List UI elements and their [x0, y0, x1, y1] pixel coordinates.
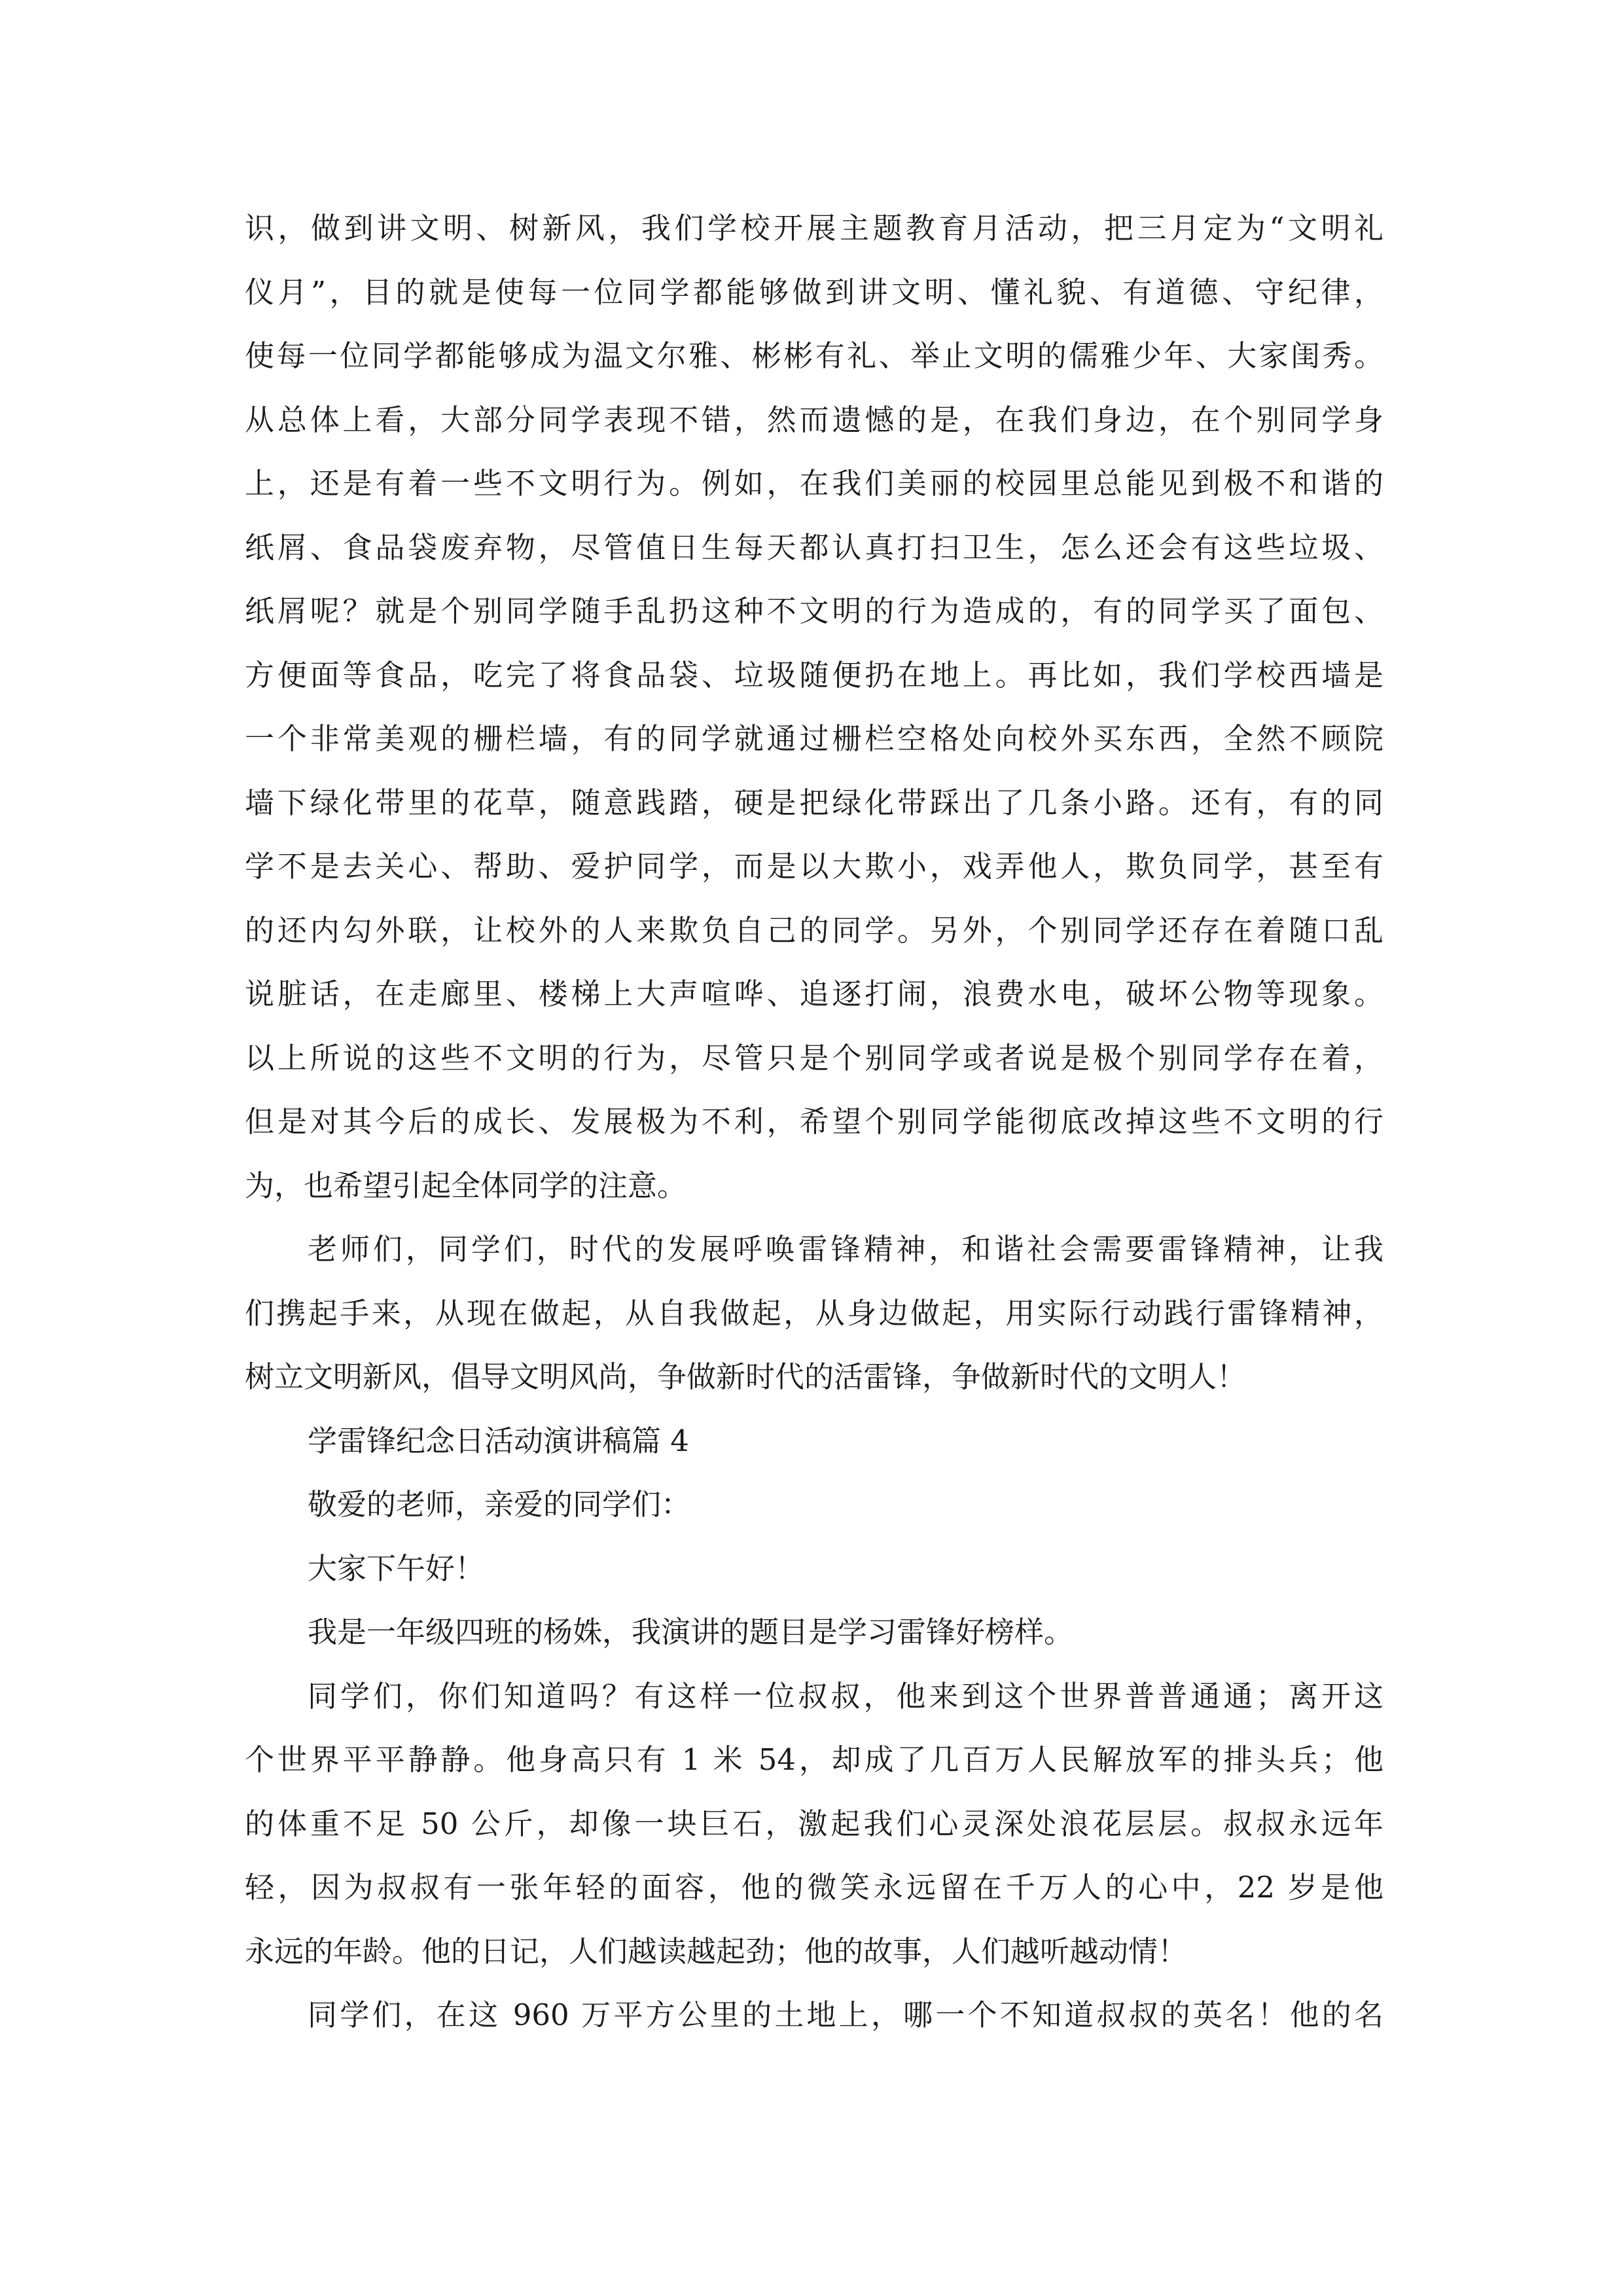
text-line: 但是对其今后的成长、发展极为不利，希望个别同学能彻底改掉这些不文明的行	[245, 1104, 1383, 1139]
text-line: 以上所说的这些不文明的行为，尽管只是个别同学或者说是极个别同学存在着，	[245, 1040, 1383, 1075]
text-line: 老师们，同学们，时代的发展呼唤雷锋精神，和谐社会需要雷锋精神，让我	[308, 1232, 1383, 1266]
section-heading: 学雷锋纪念日活动演讲稿篇 4	[308, 1423, 689, 1458]
text-line: 说脏话，在走廊里、楼梯上大声喧哗、追逐打闹，浪费水电，破坏公物等现象。	[245, 977, 1383, 1011]
text-line: 识，做到讲文明、树新风，我们学校开展主题教育月活动，把三月定为“文明礼	[245, 211, 1383, 245]
text-line: 纸屑、食品袋废弃物，尽管值日生每天都认真打扫卫生，怎么还会有这些垃圾、	[245, 529, 1383, 565]
text-line: 从总体上看，大部分同学表现不错，然而遗憾的是，在我们身边，在个别同学身	[245, 402, 1383, 437]
speech-text	[245, 196, 1383, 2047]
text-line: 树立文明新风，倡导文明风尚，争做新时代的活雷锋，争做新时代的文明人！	[245, 1359, 1247, 1394]
text-line: 同学们，在这 960 万平方公里的土地上，哪一个不知道叔叔的英名！他的名	[308, 1998, 1383, 2032]
text-line: 轻，因为叔叔有一张年轻的面容，他的微笑永远留在千万人的心中，22 岁是他	[245, 1870, 1383, 1905]
text-line: 仪月”，目的就是使每一位同学都能够做到讲文明、懂礼貌、有道德、守纪律，	[245, 274, 1383, 310]
text-line: 的还内勾外联，让校外的人来欺负自己的同学。另外，个别同学还存在着随口乱	[245, 912, 1383, 948]
text-line: 纸屑呢？就是个别同学随手乱扔这种不文明的行为造成的，有的同学买了面包、	[245, 594, 1383, 628]
text-line: 一个非常美观的栅栏墙，有的同学就通过栅栏空格处向校外买东西，全然不顾院	[245, 721, 1383, 756]
text-line: 为，也希望引起全体同学的注意。	[245, 1168, 687, 1203]
text-line: 永远的年龄。他的日记，人们越读越起劲；他的故事，人们越听越动情！	[245, 1933, 1188, 1969]
greeting: 大家下午好！	[308, 1551, 485, 1586]
text-line: 我是一年级四班的杨姝，我演讲的题目是学习雷锋好榜样。	[308, 1615, 1074, 1649]
text-line: 学不是去关心、帮助、爱护同学，而是以大欺小，戏弄他人，欺负同学，甚至有	[245, 849, 1383, 884]
text-line: 同学们，你们知道吗？有这样一位叔叔，他来到这个世界普普通通；离开这	[308, 1678, 1383, 1713]
text-line: 方便面等食品，吃完了将食品袋、垃圾随便扔在地上。再比如，我们学校西墙是	[245, 657, 1383, 692]
text-line: 使每一位同学都能够成为温文尔雅、彬彬有礼、举止文明的儒雅少年、大家闺秀。	[245, 338, 1383, 373]
text-line: 们携起手来，从现在做起，从自我做起，从身边做起，用实际行动践行雷锋精神，	[245, 1295, 1383, 1331]
text-line: 上，还是有着一些不文明行为。例如，在我们美丽的校园里总能见到极不和谐的	[245, 466, 1383, 501]
text-line: 个世界平平静静。他身高只有 1 米 54，却成了几百万人民解放军的排头兵；他	[245, 1742, 1383, 1777]
text-line: 墙下绿化带里的花草，随意践踏，硬是把绿化带踩出了几条小路。还有，有的同	[245, 785, 1383, 820]
salutation: 敬爱的老师，亲爱的同学们：	[308, 1487, 691, 1522]
text-line: 的体重不足 50 公斤，却像一块巨石，激起我们心灵深处浪花层层。叔叔永远年	[245, 1806, 1383, 1841]
